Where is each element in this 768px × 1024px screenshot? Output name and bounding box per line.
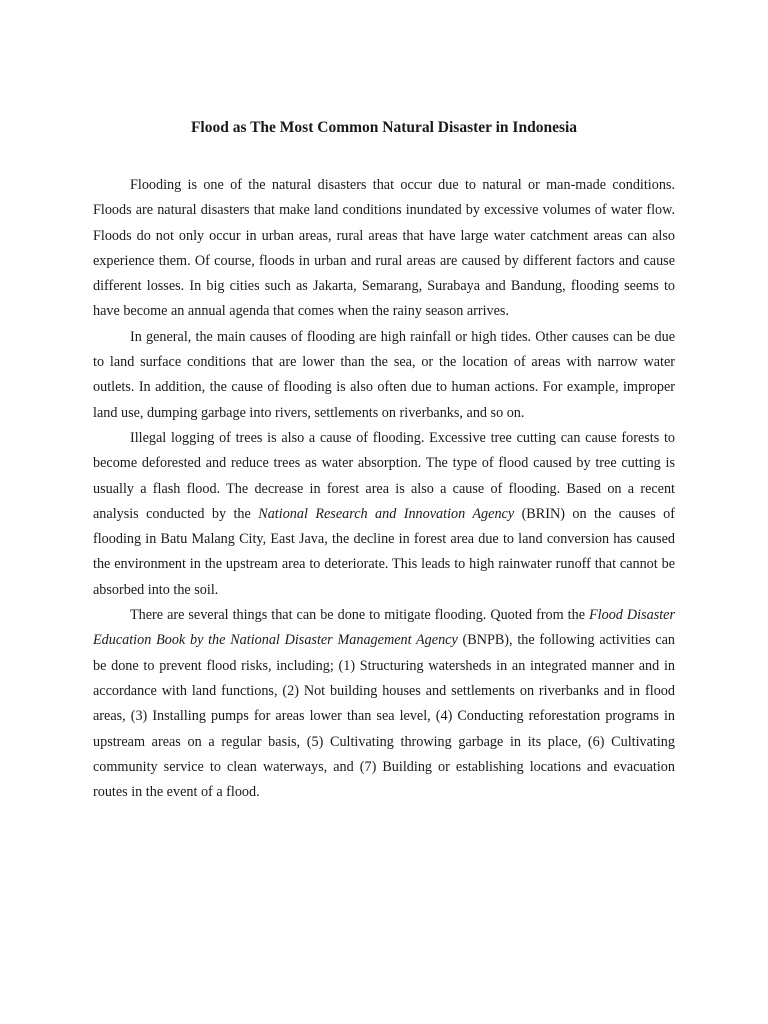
paragraph-1: Flooding is one of the natural disasters that occur due to natural or man-made conditions. Floods are natural disasters that make land conditions inundated by excessive volumes of water flow. Floods do not only occur in urban areas, rural areas that have large water catchment areas can also experience them. Of course, floods in urban and rural areas are caused by different factors and cause different losses. In big cities such as Jakarta, Semarang, Surabaya and Bandung, flooding seems to have become an annual agenda that comes when the rainy season arrives. <box>93 177 675 320</box>
paragraph-2: In general, the main causes of flooding are high rainfall or high tides. Other causes can be due to land surface conditions that are lower than the sea, or the location of areas with narrow water outlets. In addition, the cause of flooding is also often due to human actions. For example, improper land use, dumping garbage into rivers, settlements on riverbanks, and so on. <box>93 328 675 421</box>
paragraph-4-text-before: There are several things that can be done to mitigate flooding. Quoted from the <box>130 607 590 624</box>
paragraph-4 <box>93 603 675 805</box>
paragraph-3-text-before: Illegal logging of trees is also a cause of flooding. Excessive tree cutting can cause forests to become deforested and reduce trees as water absorption. The type of flood caused by tree cutting is usually a flash flood. The decrease in forest area is also a cause of flooding. Based on a recent analysis conducted by the <box>93 429 675 522</box>
document-title: Flood as The Most Common Natural Disaster in Indonesia <box>190 119 578 136</box>
paragraph-3 <box>93 426 675 603</box>
paragraph-3-text-after: (BRIN) on the causes of flooding in Batu Malang City, East Java, the decline in forest area due to land conversion has caused the environment in the upstream area to deteriorate. This leads to high rainwater runoff that cannot be absorbed into the soil. <box>93 505 675 598</box>
paragraph-4-text-after: (BNPB), the following activities can be done to prevent flood risks, including; (1) Structuring watersheds in an integrated manner and in accordance with land functions, (2) Not building houses and settlements on riverbanks and in flood areas, (3) Installing pumps for areas lower than sea level, (4) Conducting reforestation programs in upstream areas on a regular basis, (5) Cultivating throwing garbage in its place, (6) Cultivating community service to clean waterways, and (7) Building or establishing locations and evacuation routes in the event of a flood. <box>93 632 675 801</box>
document-body <box>93 173 675 805</box>
paragraph-4-italic-book-title: Flood Disaster Education Book by the National Disaster Management Agency <box>93 607 675 649</box>
paragraph-3-italic-agency: National Research and Innovation Agency <box>258 505 515 522</box>
